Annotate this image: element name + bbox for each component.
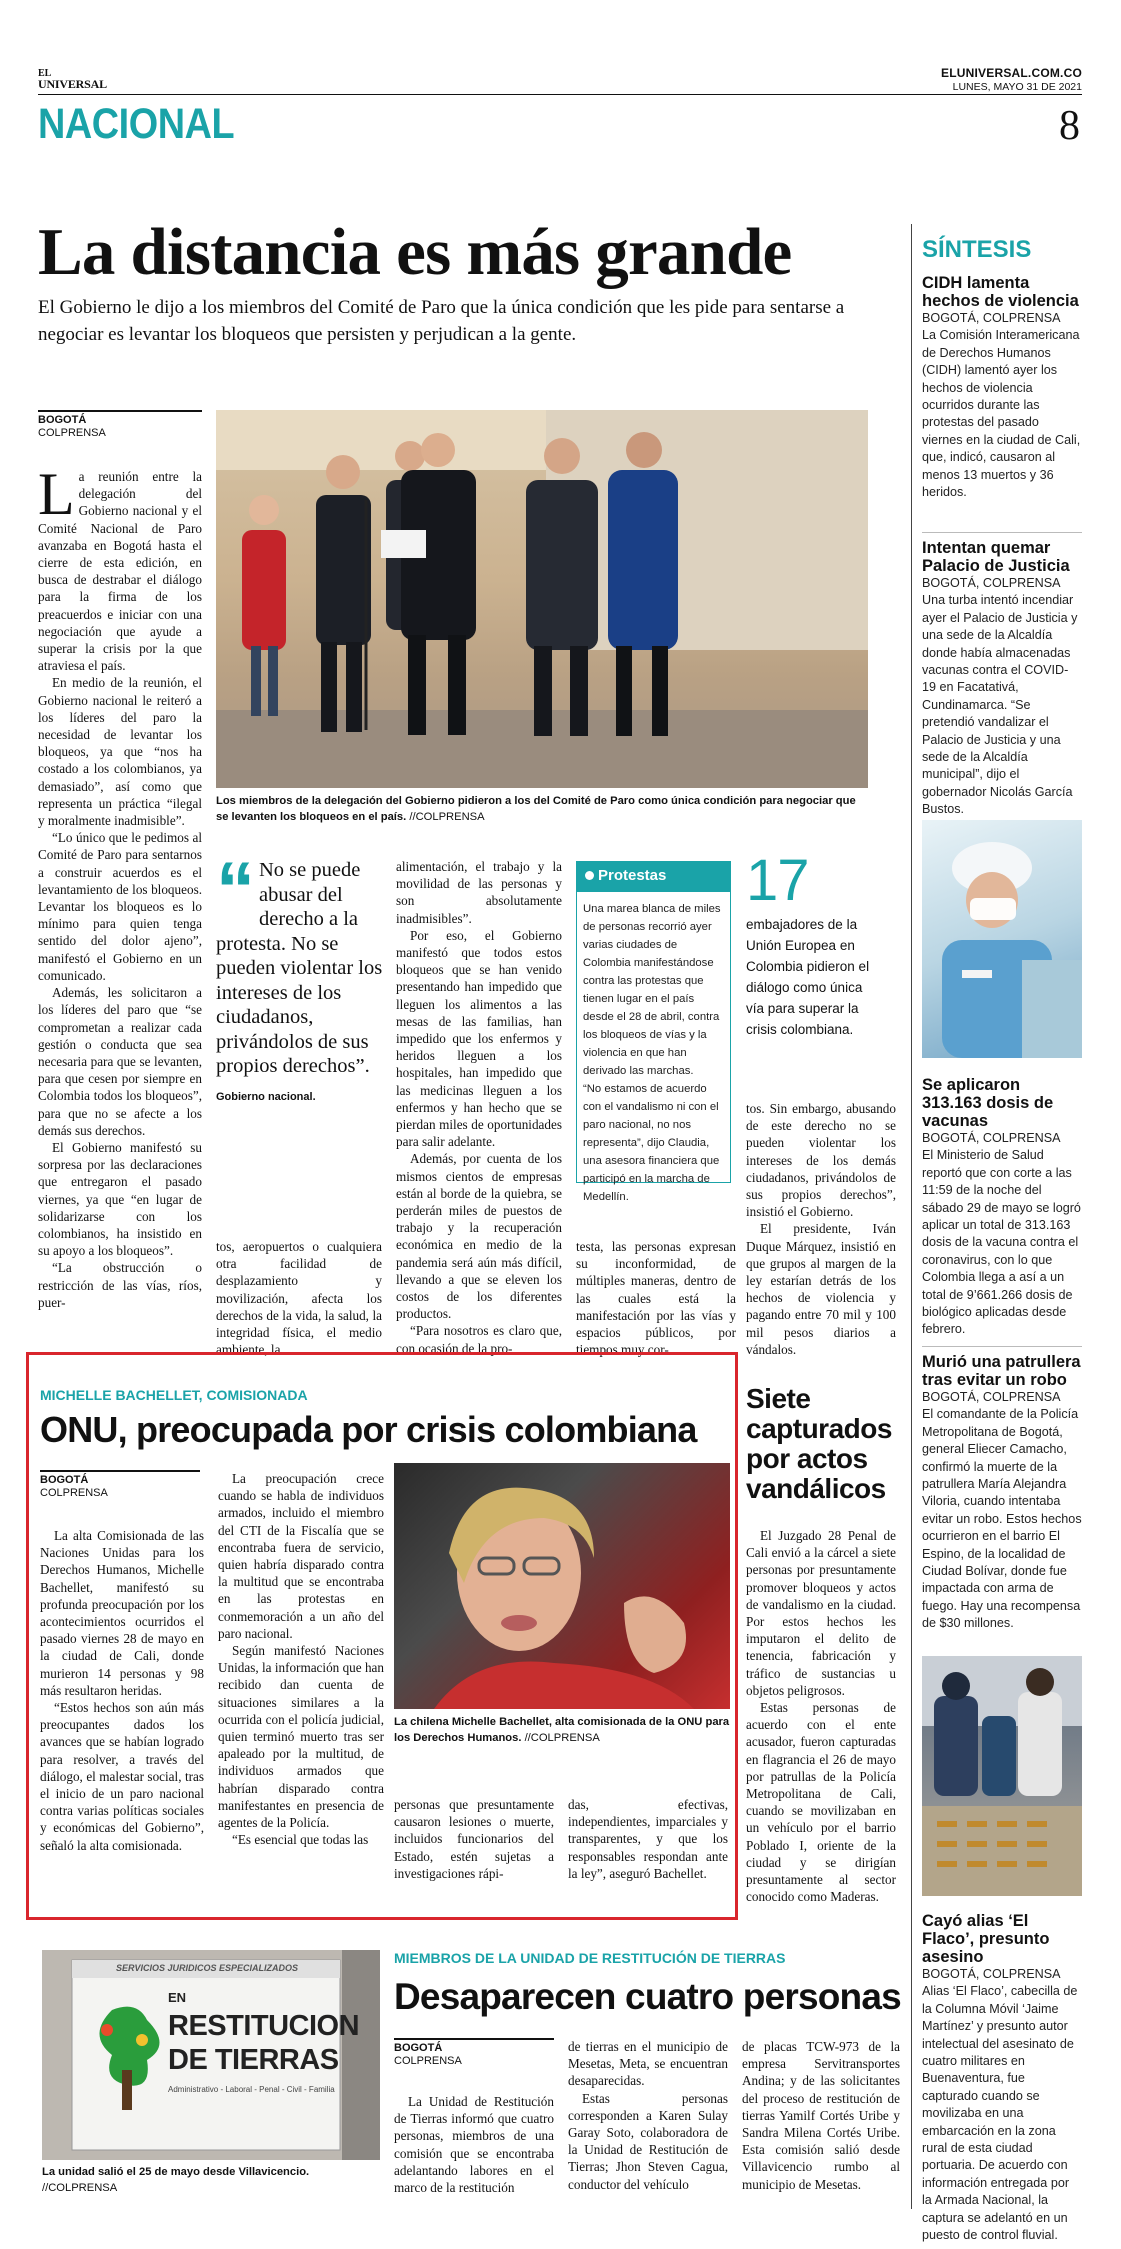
sign-line-1: RESTITUCION: [168, 2010, 360, 2042]
restitucion-kicker: MIEMBROS DE LA UNIDAD DE RESTITUCIÓN DE TIERRAS: [394, 1950, 786, 1966]
capture-illustration: [922, 1656, 1082, 1896]
drop-cap: L: [38, 461, 75, 527]
newspaper-logo: EL UNIVERSAL: [38, 68, 107, 91]
protestas-box: Protestas Una marea blanca de miles de personas recorrió ayer varias ciudades de Colombia manifestándose contra las protestas que tienen lugar en el país desde el 28 de abril, contra los bloqueos de vías y la violencia en que han derivado las marchas. “No estamos de acuerdo con el vandalismo ni con el paro nacional, no nos representa”, dijo Claudia, una asesora financiera que participó en la marcha de Medellín.: [576, 861, 731, 1183]
sintesis-item: Intentan quemar Palacio de Justicia BOGOTÁ, COLPRENSA Una turba intentó incendiar ayer el Palacio de Justicia y una sede de la Alcaldía donde había almacenadas vacunas contra el COVID-19 en Facatativá, Cundinamarca. “Se pretendió vandalizar el Palacio de Justicia y una sede de la Alcaldía municipal”, dijo el gobernador Nicolás García Bustos.: [922, 532, 1082, 819]
bachellet-photo-caption: La chilena Michelle Bachellet, alta comisionada de la ONU para los Derechos Humanos. //COLPRENSA: [394, 1716, 730, 1744]
lead-headline: La distancia es más grande: [38, 215, 792, 289]
sign-line-2: DE TIERRAS: [168, 2044, 339, 2076]
sintesis-item: Murió una patrullera tras evitar un robo BOGOTÁ, COLPRENSA El comandante de la Policía Metropolitana de Bogotá, general Eliecer Camacho, confirmó la muerte de la patrullera María Alejandra Viloria, cuando intentaba evitar un robo. Estos hechos ocurrieron en el barrio El Espino, de la localidad de Ciudad Bolívar, donde fue impactada con arma de fuego. Hay una recompensa de $30 millones.: [922, 1346, 1082, 1633]
restitucion-byline: BOGOTÁ COLPRENSA: [394, 2038, 554, 2068]
onu-col-3: personas que presuntamente causaron lesiones o muerte, incluidos funcionarios del Estado, estén sujetas a investigaciones rápi-: [394, 1797, 554, 1881]
portrait-illustration: [394, 1463, 730, 1709]
bullet-dot-icon: [585, 871, 594, 880]
onu-col-2: La preocupación crece cuando se habla de individuos armados, incluido el miembro del CTI de la Fiscalía que se encontraba fuera de servicio, quien habría disparado contra la multitud que se encontraba en las protestas en conmemoración a un año del paro nacional. Según manifestó Naciones Unidas, la información que han recibido dan cuenta de situaciones similares a la ocurrida con el policía judicial, quien terminó muerto tras ser apaleado por la multitud, de individuos armados que habrían disparado contra manifestantes en presencia de agentes de la Policía. “Es esencial que todas las: [218, 1471, 384, 1848]
restitucion-col-1: La Unidad de Restitución de Tierras informó que cuatro personas, miembros de una comisión que se encontraba adelantando labores en el marco de la restitución: [394, 2094, 554, 2196]
vaccine-illustration: [922, 820, 1082, 1058]
lead-col-2: tos, aeropuertos o cualquiera otra facilidad de desplazamiento y movilización, afecta los derechos de la vida, la salud, la integridad física, el medio ambiente, la: [216, 1239, 382, 1358]
restitucion-photo-caption: La unidad salió el 25 de mayo desde Villavicencio. //COLPRENSA: [42, 2166, 310, 2194]
sintesis-item: CIDH lamenta hechos de violencia BOGOTÁ, COLPRENSA La Comisión Interamericana de Derechos Humanos (CIDH) lamentó ayer los hechos de violencia ocurridos durante las protestas del pasado viernes en la ciudad de Cali, que, indicó, causaron al menos 13 muertos y 36 heridos.: [922, 274, 1081, 500]
restitucion-col-3: de placas TCW-973 de la empresa Servitransportes Andina; y de las solicitantes del proceso de restitución de tierras Yamilf Cortés Uribe y Sandra Milena Cortés Uribe. Esta comisión salió desde Villavicencio rumbo al municipio de Mesetas.: [742, 2039, 900, 2192]
onu-col-1: La alta Comisionada de las Naciones Unidas para los Derechos Humanos, Michelle Bachellet, manifestó su profunda preocupación por los acontecimientos ocurridos el pasado viernes 28 de mayo en la ciudad de Cali, donde murieron 14 personas y 98 más resultaron heridas. “Estos hechos son aún más preocupantes dados los avances que se habían logrado para resolver, a través del diálogo, el malestar social, tras el inicio de un paro nacional contra varias políticas sociales y económicas del Gobierno”, señaló la alta comisionada.: [40, 1528, 204, 1853]
sintesis-title: SÍNTESIS: [922, 236, 1032, 263]
lead-deck: El Gobierno le dijo a los miembros del Comité de Paro que la única condición que les pide para sentarse a negociar es levantar los bloqueos que persisten y perjudican a la gente.: [38, 297, 845, 345]
bachellet-photo: [394, 1463, 730, 1709]
sign-en: EN: [168, 1990, 187, 2005]
page-number: 8: [1059, 103, 1080, 149]
sintesis-item: Se aplicaron 313.163 dosis de vacunas BOGOTÁ, COLPRENSA El Ministerio de Salud reportó que con corte a las 11:59 de la noche del sábado 29 de mayo se logró aplicar un total de 313.163 dosis de la vacuna contra el coronavirus, con lo que Colombia llega a así a un total de 9’661.266 dosis de biológico aplicadas desde febrero.: [922, 1076, 1081, 1337]
onu-byline: BOGOTÁ COLPRENSA: [40, 1470, 200, 1500]
delegation-photo-illustration: [216, 410, 868, 788]
lead-photo-caption: Los miembros de la delegación del Gobierno pidieron a los del Comité de Paro como única condición para negociar que se levanten los bloqueos en el país. //COLPRENSA: [216, 795, 856, 823]
quote-source: Gobierno nacional.: [216, 1090, 316, 1103]
capture-photo: [922, 1656, 1082, 1896]
lead-col-5: tos. Sin embargo, abusando de este derecho no se pueden violentar los intereses de los demás ciudadanos, privándolos de sus propios derechos”, insistió el Gobierno. El presidente, Iván Duque Márquez, insistió en que grupos al margen de la ley estarían detrás de los hechos de violencia y pagando entre 70 mil y 100 mil pesos diarios a vándalos.: [746, 1101, 896, 1357]
restitucion-headline: Desaparecen cuatro personas: [394, 1976, 901, 2017]
site-url: ELUNIVERSAL.COM.CO: [941, 66, 1082, 80]
lead-byline: BOGOTÁ COLPRENSA: [38, 410, 202, 440]
lead-col-1: La reunión entre la delegación del Gobierno nacional y el Comité Nacional de Paro avanzaba en Bogotá hasta el cierre de esta edición, en busca de destrabar el diálogo para la firma de los preacuerdos e iniciar con una negociación que ayude a superar la crisis por la que atraviesa el país. En medio de la reunión, el Gobierno nacional le reiteró a los líderes del paro la necesidad de levantar los bloqueos, ya que “nos ha costado a los colombianos, ya demasiado”, así como que representa un práctica “ilegal y moralmente inadmisible”. “Lo único que le pedimos al Comité de Paro para sentarnos a construir acuerdos es el levantamiento de los bloqueos. Levantar los bloqueos es lo mínimo para quien tenga sentido del dolor ajeno”, manifestó el Gobierno en un comunicado. Además, les solicitaron a los líderes del paro que “se comprometan a realizar cada gestión o conducta que sea necesaria para que se levanten, para que cesen por siempre en Colombia todos los bloqueos”, para que no se afecte a los demás sus derechos. El Gobierno manifestó su sorpresa por las declaraciones que entregaron el pasado viernes, ya que “en lugar de solidarizarse con los colombianos, ha insistido en su apoyo a los bloqueos”. “La obstrucción o restricción de las vías, ríos, puer-: [38, 461, 202, 1310]
masthead-rule: [38, 94, 1082, 95]
protestas-box-title: Protestas: [577, 862, 730, 892]
onu-kicker: MICHELLE BACHELLET, COMISIONADA: [40, 1387, 308, 1403]
masthead: [38, 62, 1082, 162]
restitucion-col-2: de tierras en el municipio de Mesetas, Meta, se encuentran desaparecidas. Estas personas corresponden a Karen Sulay Garay Soto, colaboradora de la Unidad de Restitución de Tierras; Jhon Steven Cagua, conductor del vehículo: [568, 2039, 728, 2192]
siete-headline: Siete capturados por actos vandálicos: [746, 1383, 892, 1504]
vaccine-photo: [922, 820, 1082, 1058]
issue-date: LUNES, MAYO 31 DE 2021: [952, 81, 1082, 93]
onu-col-4: das, efectivas, independientes, imparciales y transparentes, y que los responsables respondan ante la ley”, aseguró Bachellet.: [568, 1797, 728, 1881]
sintesis-item: Cayó alias ‘El Flaco’, presunto asesino BOGOTÁ, COLPRENSA Alias ‘El Flaco’, cabecilla de la Columna Móvil ‘Jaime Martínez’ y presunto autor intelectual del asesinato de cuatro militares en Buenaventura, fue capturado cuando se movilizaba en una embarcación en la zona rural de esta ciudad portuaria. De acuerdo con información entregada por la Armada Nacional, la captura se adelantó en un puesto de control fluvial.: [922, 1912, 1078, 2243]
stat-number: 17: [746, 848, 809, 913]
section-title: NACIONAL: [38, 100, 235, 148]
sign-sub: Administrativo - Laboral - Penal - Civil - Familia: [168, 2085, 335, 2094]
lead-col-4: testa, las personas expresan su inconformidad, de múltiples maneras, dentro de las cuales está la manifestación por las vías y espacios públicos, por tiempos muy cor-: [576, 1239, 736, 1358]
siete-body: El Juzgado 28 Penal de Cali envió a la cárcel a siete personas por presuntamente promover bloqueos y actos de vandalismo en la ciudad. Por estos hechos les imputaron el delito de tenencia, fabricación y tráfico de sustancias u objetos peligrosos. Estas personas de acuerdo con el ente acusador, fueron capturadas en flagrancia el 26 de mayo por patrullas de la Policía Metropolitana de Cali, cuando se movilizaban en un vehículo por el barrio Poblado I, oriente de la ciudad y se dirigían presuntamente al sector conocido como Maderas.: [746, 1528, 896, 1905]
pull-quote: “ No se puede abusar del derecho a la protesta. No se pueden violentar los intereses de los ciudadanos, privándolos de sus propios derechos”. Gobierno nacional.: [216, 845, 383, 1103]
lead-col-3: alimentación, el trabajo y la movilidad de las personas y son absolutamente inadmisibles”. Por eso, el Gobierno manifestó que todos estos bloqueos que se han venido presentando han impedido que lleguen los alimentos a las mesas de las familias, han impedido que los enfermos y heridos lleguen a los hospitales, han impedido que las medicinas lleguen a los enfermos y han hecho que se pierdan miles de oportunidades para salir adelante. Además, por cuenta de los mismos cientos de empresas están al borde de la quiebra, se perderán miles de puestos de trabajo y la recuperación económica en medio de la pandemia será aún más difícil, llevando a que se eleven los costos de los diferentes productos. “Para nosotros es claro que, con ocasión de la pro-: [396, 859, 562, 1356]
sign-top-text: SERVICIOS JURIDICOS ESPECIALIZADOS: [115, 1963, 299, 1973]
onu-headline: ONU, preocupada por crisis colombiana: [40, 1409, 697, 1450]
lead-photo: [216, 410, 868, 788]
stat-text: embajadores de la Unión Europea en Colombia pidieron el diálogo como única vía para superar la crisis colombiana.: [746, 917, 870, 1037]
restitucion-photo: [42, 1950, 380, 2160]
quote-mark-icon: “: [216, 845, 255, 933]
sintesis-divider: [911, 224, 912, 2209]
